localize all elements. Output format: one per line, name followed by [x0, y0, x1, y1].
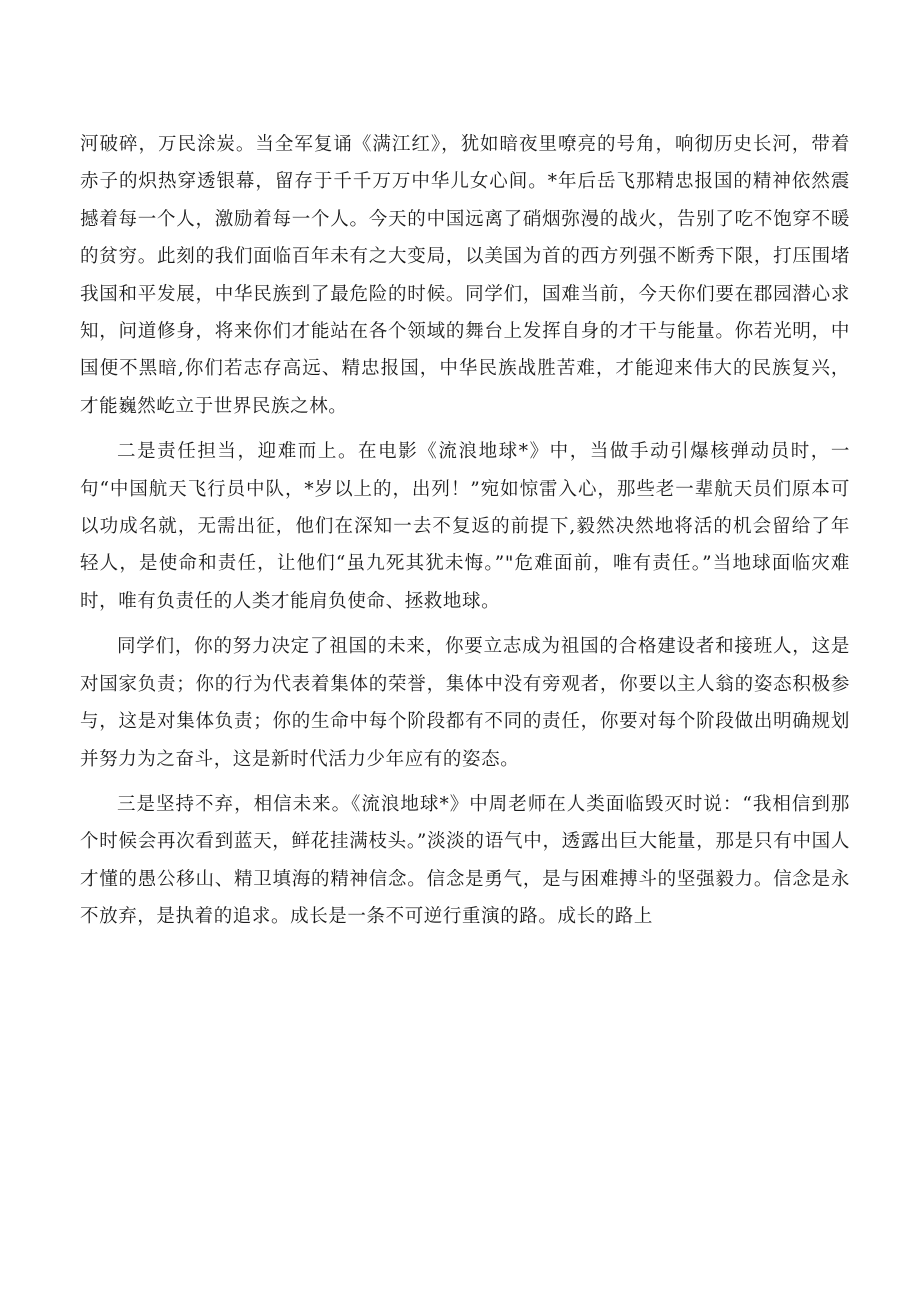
body-text: [80, 126, 850, 936]
paragraph-2: 二是责任担当，迎难而上。在电影《流浪地球*》中，当做手动引爆核弹动员时，一句“中国航天飞行员中队，*岁以上的，出列！”宛如惊雷入心，那些老一辈航天员们原本可以功成名就，无需出征，他们在深知一去不复返的前提下,毅然决然地将活的机会留给了年轻人，是使命和责任，让他们“虽九死其犹未悔。”"危难面前，唯有责任。”当地球面临灾难时，唯有负责任的人类才能肩负使命、拯救地球。: [80, 441, 850, 612]
paragraph-4: 三是坚持不弃，相信未来。《流浪地球*》中周老师在人类面临毁灭时说：“我相信到那个时候会再次看到蓝天，鲜花挂满枝头。”淡淡的语气中，透露出巨大能量，那是只有中国人才懂的愚公移山、精卫填海的精神信念。信念是勇气，是与困难搏斗的坚强毅力。信念是永不放弃，是执着的追求。成长是一条不可逆行重演的路。成长的路上: [80, 793, 850, 928]
paragraph-1: 河破碎，万民涂炭。当全军复诵《满江红》，犹如暗夜里嘹亮的号角，响彻历史长河，带着赤子的炽热穿透银幕，留存于千千万万中华儿女心间。*年后岳飞那精忠报国的精神依然震撼着每一个人，激励着每一个人。今天的中国远离了硝烟弥漫的战火，告别了吃不饱穿不暖的贫穷。此刻的我们面临百年未有之大变局，以美国为首的西方列强不断秀下限，打压围堵我国和平发展，中华民族到了最危险的时候。同学们，国难当前，今天你们要在郡园潜心求知，问道修身，将来你们才能站在各个领域的舞台上发挥自身的才干与能量。你若光明，中国便不黑暗,你们若志存高远、精忠报国，中华民族战胜苦难，才能迎来伟大的民族复兴，才能巍然屹立于世界民族之林。: [80, 134, 850, 417]
paragraph-3: 同学们，你的努力决定了祖国的未来，你要立志成为祖国的合格建设者和接班人，这是对国家负责；你的行为代表着集体的荣誉，集体中没有旁观者，你要以主人翁的姿态积极参与，这是对集体负责；你的生命中每个阶段都有不同的责任，你要对每个阶段做出明确规划并努力为之奋斗，这是新时代活力少年应有的姿态。: [80, 636, 850, 770]
